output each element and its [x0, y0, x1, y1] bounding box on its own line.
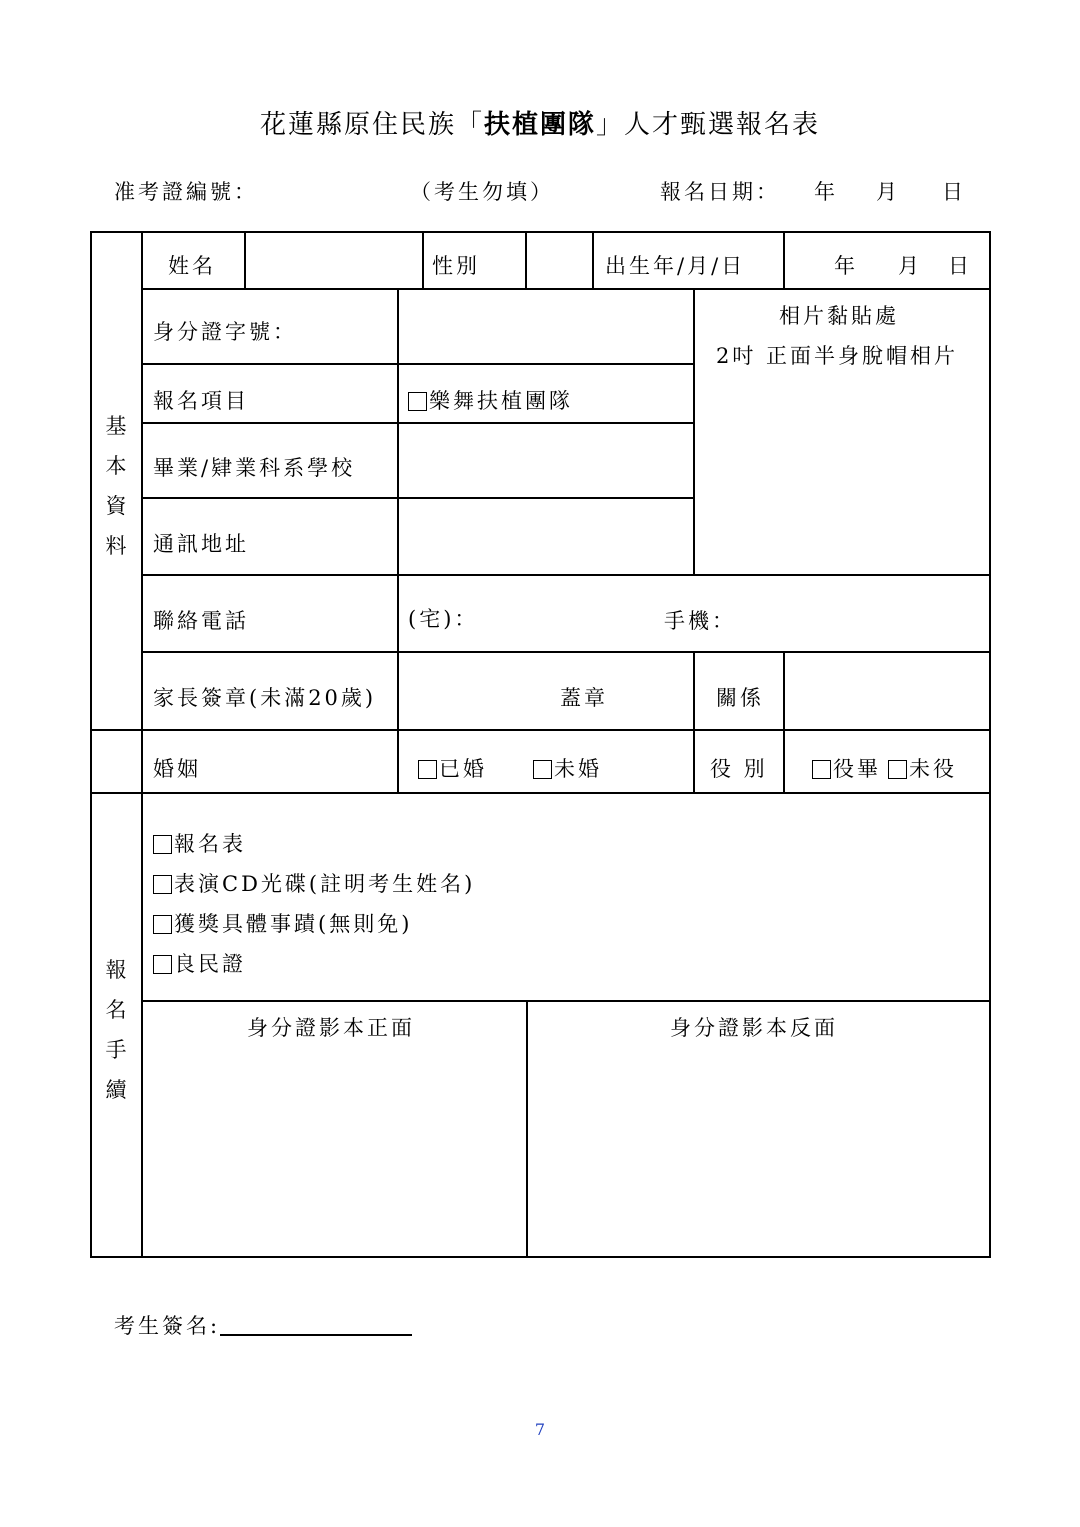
- guardian-label: 家長簽章(未滿20歲): [153, 686, 377, 710]
- col-line: [783, 231, 785, 290]
- checkbox[interactable]: [153, 955, 172, 974]
- col-line: [693, 288, 695, 576]
- photo-label: 相片黏貼處: [779, 304, 899, 328]
- marriage-label: 婚姻: [153, 757, 201, 781]
- served-option[interactable]: 役畢: [812, 753, 881, 783]
- birth-year: 年: [834, 254, 858, 278]
- reg-date-month: 月: [876, 180, 900, 204]
- phone-label: 聯絡電話: [153, 609, 249, 633]
- phone-home: (宅)：: [408, 607, 479, 631]
- reg-date-year: 年: [814, 180, 838, 204]
- id-front-label: 身分證影本正面: [247, 1016, 415, 1040]
- unmarried-option[interactable]: 未婚: [533, 753, 602, 783]
- table-border-right: [989, 231, 991, 1258]
- checkbox[interactable]: [153, 875, 172, 894]
- row-line: [90, 792, 991, 794]
- photo-spec: 2吋 正面半身脫帽相片: [716, 344, 959, 368]
- relation-label: 關係: [716, 686, 764, 710]
- section-procedure-label: 報 名 手 續: [105, 958, 127, 1102]
- guardian-seal: 蓋章: [560, 686, 608, 710]
- table-border-bottom: [90, 1256, 991, 1258]
- col-line: [244, 231, 246, 290]
- exam-no-note: （考生勿填）: [410, 180, 554, 204]
- doc-awards[interactable]: 獲獎具體事蹟(無則免): [153, 908, 412, 938]
- col-line: [397, 288, 399, 794]
- signature-label: 考生簽名:: [114, 1314, 221, 1338]
- doc-police-record[interactable]: 良民證: [153, 948, 246, 978]
- school-label: 畢業/肄業科系學校: [153, 456, 356, 480]
- checkbox[interactable]: [153, 835, 172, 854]
- page-title: 花蓮縣原住民族「扶植團隊」人才甄選報名表: [259, 110, 821, 140]
- row-line: [141, 497, 695, 499]
- checkbox[interactable]: [533, 760, 552, 779]
- col-line: [592, 231, 594, 290]
- phone-mobile: 手機：: [664, 609, 736, 633]
- checkbox[interactable]: [418, 760, 437, 779]
- col-line: [783, 651, 785, 794]
- checkbox[interactable]: [888, 760, 907, 779]
- col-line: [526, 1000, 528, 1258]
- table-border-top: [90, 231, 991, 233]
- birth-day: 日: [948, 254, 972, 278]
- id-back-label: 身分證影本反面: [670, 1016, 838, 1040]
- id-no-label: 身分證字號：: [153, 320, 297, 344]
- sex-label: 性別: [432, 254, 480, 278]
- section-basic-label: 基 本 資 料: [105, 414, 127, 558]
- row-line: [90, 729, 991, 731]
- married-option[interactable]: 已婚: [418, 753, 487, 783]
- row-line: [141, 651, 991, 653]
- section-divider: [141, 231, 143, 1258]
- col-line: [422, 231, 424, 290]
- row-line: [141, 1000, 991, 1002]
- reg-date-label: 報名日期：: [660, 180, 780, 204]
- doc-performance-cd[interactable]: 表演CD光碟(註明考生姓名): [153, 868, 475, 898]
- table-border-left: [90, 231, 92, 1258]
- name-label: 姓名: [168, 254, 216, 278]
- birth-month: 月: [898, 254, 922, 278]
- row-line: [141, 363, 695, 365]
- item-label: 報名項目: [153, 389, 249, 413]
- row-line: [141, 422, 695, 424]
- col-line: [525, 231, 527, 290]
- item-option-music-dance[interactable]: 樂舞扶植團隊: [408, 385, 573, 415]
- row-line: [141, 288, 991, 290]
- exam-no-label: 准考證編號：: [114, 180, 258, 204]
- address-label: 通訊地址: [153, 532, 249, 556]
- signature-line[interactable]: [220, 1334, 412, 1336]
- row-line: [141, 574, 991, 576]
- birth-label: 出生年/月/日: [605, 254, 746, 278]
- checkbox[interactable]: [812, 760, 831, 779]
- reg-date-day: 日: [942, 180, 966, 204]
- doc-registration-form[interactable]: 報名表: [153, 828, 246, 858]
- service-label: 役 別: [710, 757, 768, 781]
- checkbox[interactable]: [408, 392, 427, 411]
- not-served-option[interactable]: 未役: [888, 753, 957, 783]
- col-line: [693, 651, 695, 794]
- page-number: 7: [534, 1420, 546, 1439]
- checkbox[interactable]: [153, 915, 172, 934]
